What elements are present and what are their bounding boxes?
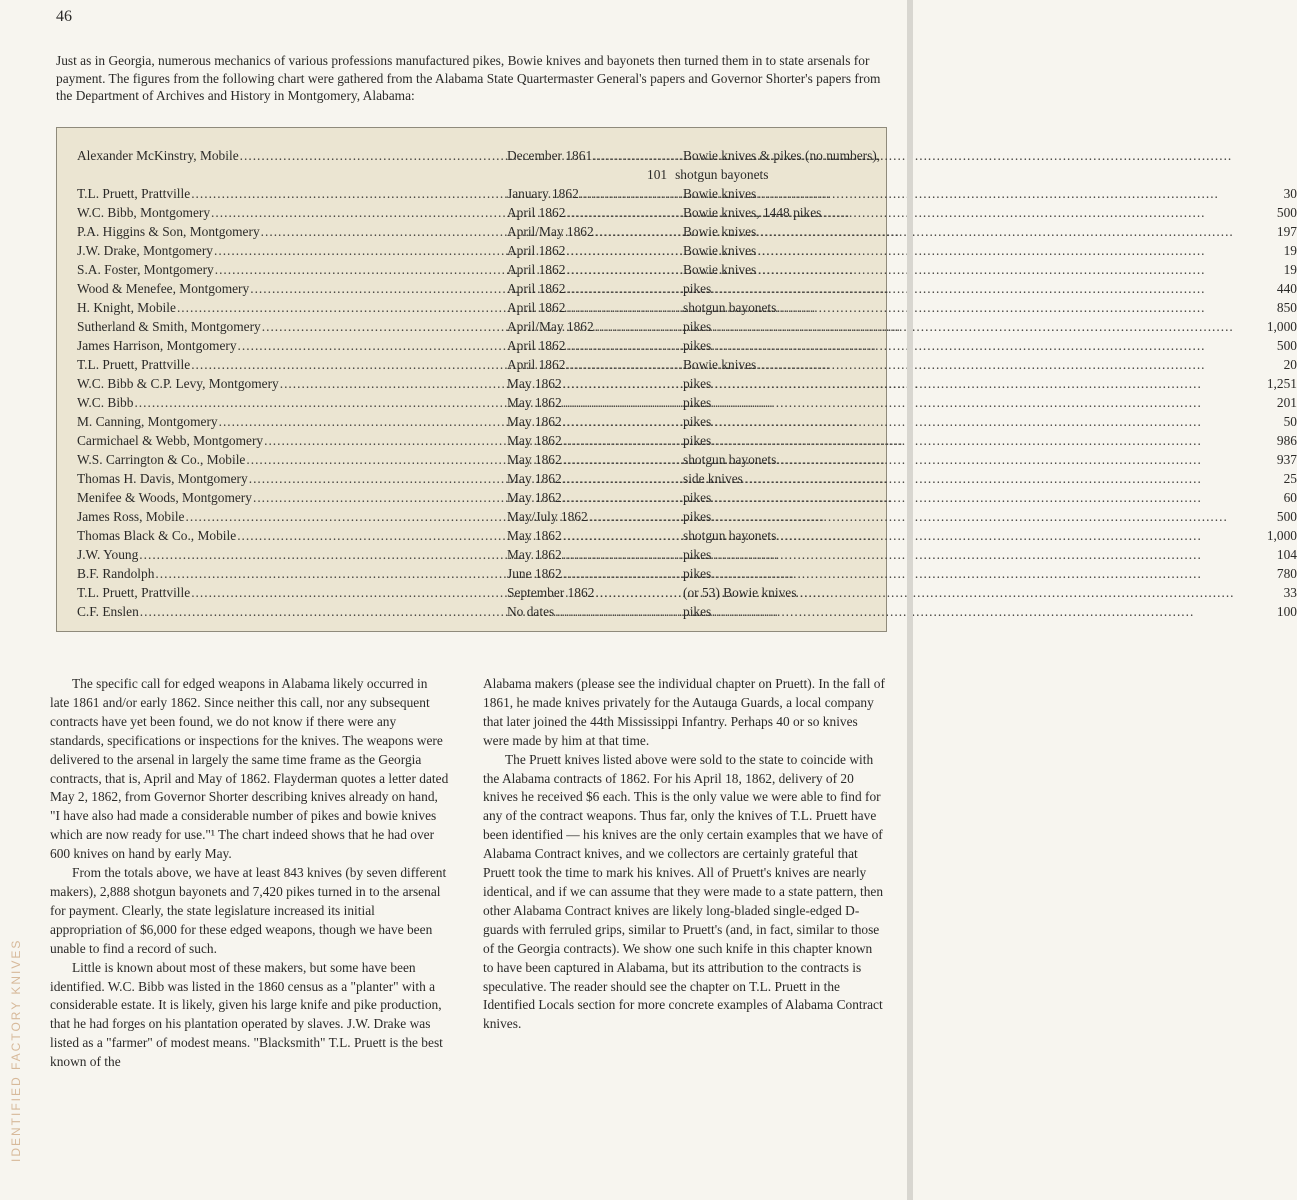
- date-cell: [507, 336, 1297, 355]
- date-cell-text: January 1862: [507, 186, 579, 201]
- date-cell-text: No dates: [507, 604, 555, 619]
- quantity-cell: 1,251: [1266, 376, 1297, 391]
- body-paragraph: From the totals above, we have at least 843 knives (by seven different makers), 2,888 shotgun bayonets and 7,420 pikes turned in to the arsenal for payment. Clearly, the state legislature increased its initial appropriation of $6,000 for these edged weapons, though we have been unable to find a record of such.: [50, 865, 447, 956]
- body-paragraph: The specific call for edged weapons in Alabama likely occurred in late 1861 and/or early 1862. Since neither this call, nor any subsequent contracts have yet been found, we do not know if there were any standards, specifications or inspections for the knives. The weapons were delivered to the arsenal in largely the same time frame as the Georgia contracts, that is, April and May of 1862. Flayderman quotes a letter dated May 2, 1862, from Governor Shorter describing knives already on hand, "I have also had made a considerable number of pikes and bowie knives which are now ready for use."¹ The chart indeed shows that he had over 600 knives on hand by early May.: [50, 676, 449, 862]
- date-cell-text: June 1862: [507, 566, 562, 581]
- maker-cell-text: M. Canning, Montgomery: [77, 414, 218, 429]
- quantity-cell: 100: [1276, 604, 1297, 619]
- date-cell-text: May 1862: [507, 376, 562, 391]
- dot-leader: [562, 564, 1277, 583]
- maker-cell-text: Thomas Black & Co., Mobile: [77, 528, 237, 543]
- dot-leader: [565, 336, 1277, 355]
- table-row: [77, 412, 1297, 431]
- dot-leader: [562, 469, 1284, 488]
- table-row: [77, 545, 1297, 564]
- item-cell: pikes: [683, 376, 712, 391]
- date-cell: [507, 279, 1297, 298]
- quantity-cell: 33: [1283, 585, 1297, 600]
- maker-cell-text: S.A. Foster, Montgomery: [77, 262, 214, 277]
- maker-cell-text: Menifee & Woods, Montgomery: [77, 490, 252, 505]
- date-cell-text: May 1862: [507, 414, 562, 429]
- date-cell-text: May 1862: [507, 547, 562, 562]
- quantity-cell: 25: [1283, 471, 1297, 486]
- item-cell: Bowie knives: [683, 357, 757, 372]
- table-row: [77, 564, 1297, 583]
- item-cell: pikes: [683, 566, 712, 581]
- item-cell: pikes: [683, 547, 712, 562]
- date-cell: [507, 507, 1297, 526]
- quantity-cell: 20: [1283, 357, 1297, 372]
- item-cell: pikes: [683, 338, 712, 353]
- date-cell: [507, 222, 1297, 241]
- date-cell-text: May 1862: [507, 395, 562, 410]
- maker-cell-text: H. Knight, Mobile: [77, 300, 176, 315]
- date-cell: [507, 146, 1297, 165]
- table-row: [77, 241, 1297, 260]
- item-cell: side knives: [683, 471, 743, 486]
- body-paragraph: Little is known about most of these makers, but some have been identified. W.C. Bibb was listed in the 1860 census as a "planter" with a considerable estate. It is likely, given his large knife and pike production, that he had forges on his plantation operated by slaves. J.W. Drake was listed as a "farmer" of modest means. "Blacksmith" T.L. Pruett is the best known of the: [50, 959, 443, 1070]
- maker-cell-text: Wood & Menefee, Montgomery: [77, 281, 250, 296]
- table-row: [77, 507, 1297, 526]
- date-cell: [507, 260, 1297, 279]
- item-cell: Bowie knives, 1448 pikes: [683, 205, 822, 220]
- dot-leader: [562, 412, 1284, 431]
- item-cell: pikes: [683, 433, 712, 448]
- date-cell-text: May 1862: [507, 490, 562, 505]
- dot-leader: [565, 298, 1277, 317]
- item-cell: shotgun bayonets: [683, 452, 777, 467]
- maker-cell-text: Sutherland & Smith, Montgomery: [77, 319, 261, 334]
- date-cell-text: April 1862: [507, 338, 566, 353]
- date-cell: [507, 412, 1297, 431]
- maker-cell-text: T.L. Pruett, Prattville: [77, 585, 191, 600]
- date-cell: [507, 203, 1297, 222]
- date-cell-text: May 1862: [507, 471, 562, 486]
- date-cell: [507, 393, 1297, 412]
- date-cell-text: December 1861: [507, 148, 593, 163]
- quantity-cell: 19: [1283, 262, 1297, 277]
- date-cell: [507, 526, 1297, 545]
- dot-leader: [562, 374, 1267, 393]
- item-cell: Bowie knives: [683, 186, 757, 201]
- dot-leader: [554, 602, 1277, 621]
- date-cell: [507, 355, 1297, 374]
- item-cell: Bowie knives: [683, 262, 757, 277]
- date-cell-text: May 1862: [507, 528, 562, 543]
- maker-cell-text: Alexander McKinstry, Mobile: [77, 148, 239, 163]
- quantity-cell: 1,000: [1266, 319, 1297, 334]
- maker-cell-text: J.W. Drake, Montgomery: [77, 243, 213, 258]
- table-row: [77, 184, 1297, 203]
- table-row: [77, 317, 1297, 336]
- date-cell: [507, 431, 1297, 450]
- maker-cell-text: T.L. Pruett, Prattville: [77, 186, 191, 201]
- date-cell: [507, 374, 1297, 393]
- table-row: [77, 393, 1297, 412]
- date-cell: [507, 241, 1297, 260]
- date-cell: [507, 184, 1297, 203]
- date-cell-text: April 1862: [507, 243, 566, 258]
- maker-cell-text: Thomas H. Davis, Montgomery: [77, 471, 248, 486]
- date-cell-text: May/July 1862: [507, 509, 588, 524]
- body-paragraph: The Pruett knives listed above were sold to the state to coincide with the Alabama contracts of 1862. For his April 18, 1862, delivery of 20 knives he received $6 each. This is the only value we were able to find for any of the contract weapons. Thus far, only the knives of T.L. Pruett have been identified — his knives are the only certain examples that we have of Alabama Contract knives, and we collectors are certainly grateful that Pruett took the time to mark his knives. All of Pruett's knives are nearly identical, and if we can assume that they were made to a state pattern, then other Alabama Contract knives are likely long-bladed single-edged D-guards with ferruled grips, similar to Pruett's (and, in fact, similar to those of the Georgia contracts). We show one such knife in this chapter known to have been captured in Alabama, but its attribution to the contracts is speculative. The reader should see the chapter on T.L. Pruett in the Identified Locals section for more concrete examples of Alabama Contract knives.: [483, 751, 884, 1032]
- page-spine: [907, 0, 913, 1200]
- date-cell-text: April/May 1862: [507, 224, 594, 239]
- table-row: [77, 298, 1297, 317]
- table-row: [77, 260, 1297, 279]
- item-cell: Bowie knives & pikes (no numbers),: [683, 148, 881, 163]
- quantity-cell: 30: [1283, 186, 1297, 201]
- date-cell-text: April 1862: [507, 300, 566, 315]
- table-row: [77, 583, 1297, 602]
- contract-table: [56, 127, 1297, 632]
- maker-cell-text: P.A. Higgins & Son, Montgomery: [77, 224, 260, 239]
- quantity-cell: 1,000: [1266, 528, 1297, 543]
- maker-cell-text: B.F. Randolph: [77, 566, 155, 581]
- item-cell: shotgun bayonets: [683, 300, 777, 315]
- dot-leader: [565, 241, 1283, 260]
- table-row: [77, 526, 1297, 545]
- quantity-cell: 937: [1276, 452, 1297, 467]
- table-row: [77, 431, 1297, 450]
- date-cell: [507, 317, 1297, 336]
- item-cell: pikes: [683, 509, 712, 524]
- maker-cell-text: W.C. Bibb & C.P. Levy, Montgomery: [77, 376, 279, 391]
- date-cell-text: May 1862: [507, 433, 562, 448]
- dot-leader: [565, 279, 1277, 298]
- page-number: 46: [56, 8, 72, 25]
- maker-cell-text: T.L. Pruett, Prattville: [77, 357, 191, 372]
- quantity-cell: 440: [1276, 281, 1297, 296]
- table-row: [77, 279, 1297, 298]
- item-cell: pikes: [683, 490, 712, 505]
- item-cell: pikes: [683, 395, 712, 410]
- date-cell: [507, 488, 1297, 507]
- item-cell: Bowie knives: [683, 243, 757, 258]
- item-cell: shotgun bayonets: [683, 528, 777, 543]
- item-cell: pikes: [683, 319, 712, 334]
- table-row: [77, 222, 1297, 241]
- date-cell-text: April 1862: [507, 281, 566, 296]
- section-side-label: IDENTIFIED FACTORY KNIVES: [9, 938, 23, 1162]
- maker-cell-text: W.C. Bibb: [77, 395, 134, 410]
- table-row: [77, 450, 1297, 469]
- quantity-cell: 201: [1276, 395, 1297, 410]
- dot-leader: [565, 355, 1283, 374]
- date-cell-text: April 1862: [507, 357, 566, 372]
- body-paragraph: Alabama makers (please see the individual chapter on Pruett). In the fall of 1861, he made knives privately for the Autauga Guards, a local company that later joined the 44th Mississippi Infantry. Perhaps 40 or so knives were made by him at that time.: [483, 676, 885, 748]
- quantity-cell: 780: [1276, 566, 1297, 581]
- date-cell: [507, 545, 1297, 564]
- quantity-cell: 101: [647, 167, 668, 182]
- date-cell-text: April 1862: [507, 262, 566, 277]
- maker-cell-text: James Ross, Mobile: [77, 509, 185, 524]
- date-cell: [507, 583, 1297, 602]
- quantity-cell: 19: [1283, 243, 1297, 258]
- dot-leader: [562, 450, 1277, 469]
- maker-cell-text: W.S. Carrington & Co., Mobile: [77, 452, 246, 467]
- quantity-cell: 104: [1276, 547, 1297, 562]
- quantity-cell: 986: [1276, 433, 1297, 448]
- maker-cell-text: C.F. Enslen: [77, 604, 139, 619]
- item-cell: pikes: [683, 604, 712, 619]
- dot-leader: [562, 488, 1284, 507]
- quantity-cell: 850: [1276, 300, 1297, 315]
- continuation-line: [647, 165, 768, 184]
- item-cell: pikes: [683, 281, 712, 296]
- date-cell-text: September 1862: [507, 585, 595, 600]
- date-cell: [507, 298, 1297, 317]
- dot-leader: [565, 203, 1277, 222]
- dot-leader: [562, 431, 1277, 450]
- maker-cell-text: James Harrison, Montgomery: [77, 338, 237, 353]
- quantity-cell: 500: [1276, 205, 1297, 220]
- table-row: [77, 374, 1297, 393]
- dot-leader: [562, 393, 1277, 412]
- maker-cell-text: Carmichael & Webb, Montgomery: [77, 433, 264, 448]
- right-column: [483, 675, 885, 1034]
- date-cell-text: April/May 1862: [507, 319, 594, 334]
- item-cell: (or 53) Bowie knives: [683, 585, 797, 600]
- table-row: [77, 488, 1297, 507]
- table-row: [77, 203, 1297, 222]
- dot-leader: [562, 545, 1277, 564]
- date-cell-text: April 1862: [507, 205, 566, 220]
- quantity-cell: 60: [1283, 490, 1297, 505]
- table-row: [77, 602, 1297, 621]
- quantity-cell: 50: [1283, 414, 1297, 429]
- table-row: [77, 146, 881, 165]
- table-row: [77, 469, 1297, 488]
- date-cell-text: May 1862: [507, 452, 562, 467]
- date-cell: [507, 564, 1297, 583]
- quantity-cell: 197: [1276, 224, 1297, 239]
- item-cell: shotgun bayonets: [675, 167, 769, 182]
- table-row: [77, 355, 1297, 374]
- date-cell: [507, 602, 1297, 621]
- quantity-cell: 500: [1276, 338, 1297, 353]
- intro-paragraph: Just as in Georgia, numerous mechanics of various professions manufactured pikes, Bowie knives and bayonets then turned them in to state arsenals for payment. The figures from the following chart were gathered from the Alabama State Quartermaster General's papers and Governor Shorter's papers from the Department of Archives and History in Montgomery, Alabama:: [56, 53, 881, 103]
- maker-cell-text: J.W. Young: [77, 547, 139, 562]
- item-cell: pikes: [683, 414, 712, 429]
- date-cell: [507, 469, 1297, 488]
- date-cell: [507, 450, 1297, 469]
- dot-leader: [565, 260, 1283, 279]
- left-column: [50, 675, 450, 1072]
- maker-cell-text: W.C. Bibb, Montgomery: [77, 205, 211, 220]
- item-cell: Bowie knives: [683, 224, 757, 239]
- dot-leader: [562, 526, 1267, 545]
- table-row: [77, 336, 1297, 355]
- quantity-cell: 500: [1276, 509, 1297, 524]
